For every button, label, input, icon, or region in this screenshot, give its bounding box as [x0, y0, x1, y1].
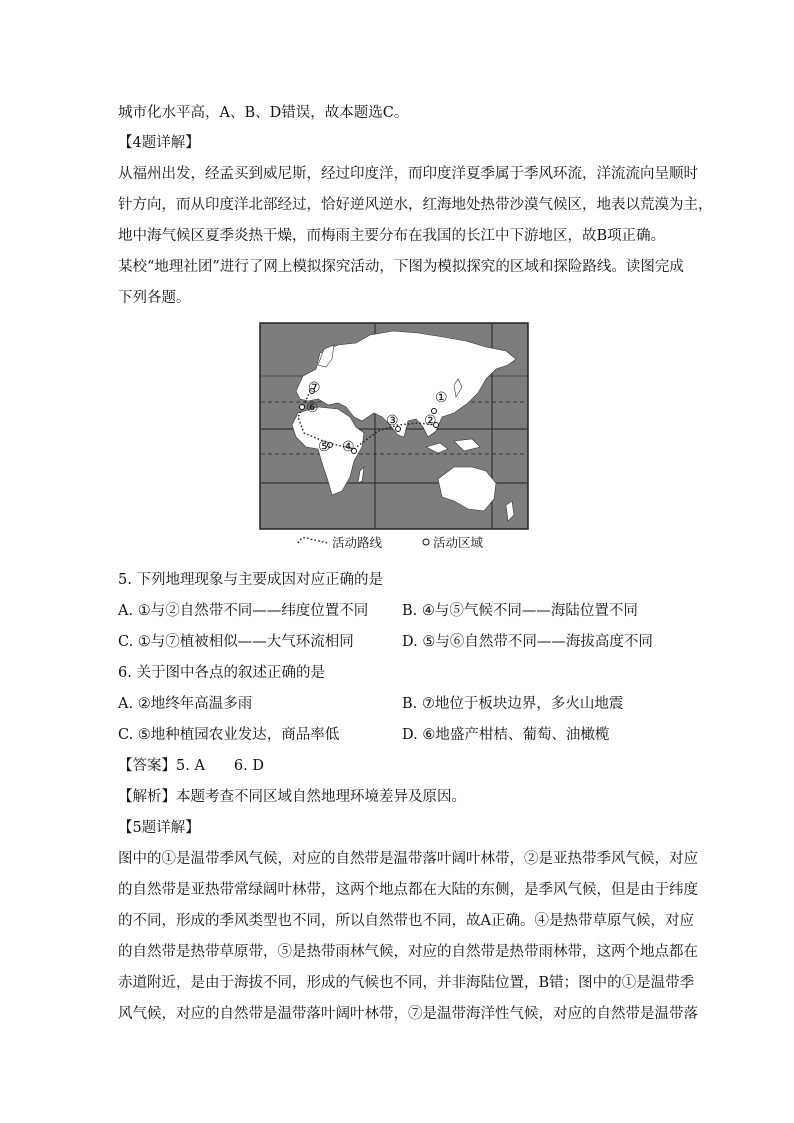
text-line: 赤道附近，是由于海拔不同，形成的气候也不同，并非海陆位置，B错；图中的①是温带季	[118, 975, 695, 991]
text-line: 风气候，对应的自然带是温带落叶阔叶林带，⑦是温带海洋性气候，对应的自然带是温带落	[118, 1006, 698, 1022]
text-line: 某校“地理社团”进行了网上模拟探究活动，下图为模拟探究的区域和探险路线。读图完成	[118, 259, 684, 275]
q6-option-a: A. ②地终年高温多雨	[118, 696, 253, 712]
section-heading: 【4题详解】	[118, 135, 200, 151]
legend-area-label: 活动区域	[433, 536, 484, 550]
text-line: 的不同，形成的季风类型也不同，所以自然带也不同，故A正确。④是热带草原气候，对应	[118, 913, 694, 929]
text-line: 针方向，而从印度洋北部经过，恰好逆风逆水，红海地处热带沙漠气候区，地表以荒漠为主，	[118, 197, 713, 213]
text-line: 城市化水平高，A、B、D错误，故本题选C。	[118, 105, 409, 121]
text-line: 下列各题。	[118, 290, 191, 306]
map-label-3: ③	[386, 413, 399, 429]
text-line: 的自然带是亚热带常绿阔叶林带，这两个地点都在大陆的东侧，是季风气候，但是由于纬度	[118, 882, 698, 898]
q5-option-d: D. ⑤与⑥自然带不同——海拔高度不同	[402, 634, 653, 650]
activity-point	[300, 405, 305, 410]
map-label-7: ⑦	[308, 380, 321, 396]
question-6-stem: 6. 关于图中各点的叙述正确的是	[118, 665, 325, 681]
text-line: 从福州出发，经孟买到威尼斯，经过印度洋，而印度洋夏季属于季风环流，洋流流向呈顺时	[118, 166, 698, 182]
q6-option-c: C. ⑤地种植园农业发达，商品率低	[118, 727, 340, 743]
question-5-stem: 5. 下列地理现象与主要成因对应正确的是	[118, 572, 383, 588]
text-line: 的自然带是热带草原带，⑤是热带雨林气候，对应的自然带是热带雨林带，这两个地点都在	[118, 944, 698, 960]
legend-area-icon	[423, 539, 429, 545]
text-line: 地中海气候区夏季炎热干燥，而梅雨主要分布在我国的长江中下游地区，故B项正确。	[118, 228, 666, 244]
world-map-figure	[258, 321, 530, 553]
map-label-5: ⑤	[318, 439, 331, 455]
q6-option-b: B. ⑦地位于板块边界，多火山地震	[402, 696, 624, 712]
q5-option-c: C. ①与⑦植被相似——大气环流相同	[118, 634, 354, 650]
q5-option-b: B. ④与⑤气候不同——海陆位置不同	[402, 603, 638, 619]
analysis-line: 【解析】本题考查不同区域自然地理环境差异及原因。	[118, 789, 466, 805]
text-line: 图中的①是温带季风气候，对应的自然带是温带落叶阔叶林带，②是亚热带季风气候，对应	[118, 851, 698, 867]
section-heading: 【5题详解】	[118, 820, 200, 836]
map-label-2: ②	[424, 413, 437, 429]
map-label-4: ④	[342, 439, 355, 455]
q6-option-d: D. ⑥地盛产柑桔、葡萄、油橄榄	[402, 727, 610, 743]
map-label-6: ⑥	[306, 400, 319, 416]
map-label-1: ①	[435, 390, 448, 406]
legend-route-label: 活动路线	[332, 536, 383, 550]
q5-option-a: A. ①与②自然带不同——纬度位置不同	[118, 603, 369, 619]
legend-route-icon	[298, 538, 328, 543]
answer-line: 【答案】5. A 6. D	[118, 758, 264, 774]
